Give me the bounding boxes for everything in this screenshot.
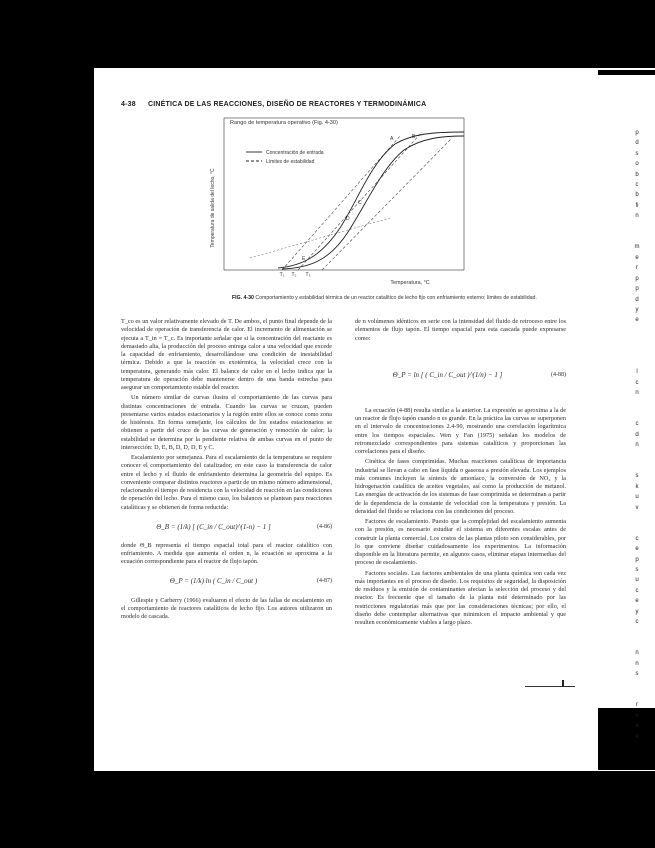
edge-letter xyxy=(631,232,643,242)
left-paragraph-4: donde Θ_B representa el tiempo espacial total para el reactor catalítico con enfriamiento. A medida que aumenta el orden n, la ecuación se aproxima a la ecuación correspondiente para el reactor de flujo tapón. xyxy=(121,541,332,566)
equation-4-86-body xyxy=(121,523,306,531)
left-paragraph-2: Un número similar de curvas ilustra el comportamiento de las curvas para distintas concentraciones de entrada. Cuando las curvas se cruzan, pueden presentarse varios estados estacionarios y la región entre ellos se conoce como zona de histéresis. En forma semejante, los cálculos de los estados estacionarios se obtienen a partir del cruce de las curvas de generación y remoción de calor; la estabilidad se determina por la pendiente relativa de ambas curvas en el punto de intersección: D, E, B, D, D, D, E y C. xyxy=(121,394,332,451)
stability-line-4 xyxy=(250,218,390,258)
edge-letter: s xyxy=(635,567,639,574)
edge-letter: c xyxy=(635,587,639,594)
edge-letter xyxy=(631,461,643,471)
edge-letter: u xyxy=(635,494,639,501)
equation-4-86 xyxy=(121,515,332,539)
edge-letter: u xyxy=(635,577,639,584)
edge-letter xyxy=(631,451,643,461)
edge-letter: p xyxy=(635,275,639,282)
equation-4-88 xyxy=(355,346,566,404)
page-number: 4-38 xyxy=(121,101,136,108)
edge-letter xyxy=(631,513,643,523)
running-head-title: CINÉTICA DE LAS REACCIONES, DISEÑO DE REACTORES Y TERMODINÁMICA xyxy=(147,101,427,108)
scan-notch-right xyxy=(598,70,655,75)
equation-4-88-body xyxy=(355,371,540,379)
edge-letter xyxy=(631,523,643,533)
edge-letter: fi xyxy=(635,202,639,209)
equation-4-88-lhs: Θ_P = xyxy=(392,370,412,379)
edge-letter: c xyxy=(635,182,639,189)
edge-letter xyxy=(631,409,643,419)
edge-letter: b xyxy=(635,171,639,178)
y-axis-label: Temperatura de salida del lecho, °C xyxy=(210,168,216,248)
edge-letter: p xyxy=(635,556,639,563)
right-paragraph-2: La ecuación (4-88) resulta similar a la anterior. La expresión se aproxima a la de un reactor de flujo tapón cuando n es grande. En la práctica las curvas se superponen en el intervalo de concentraciones 2.4-90, mostrando una correlación logarítmica entre los tiempos espaciales. Wen y Fan (1975) señalan los modelos de retromezclado correspondientes para sistemas catalíticos y proporcionan las correlaciones para el diseño. xyxy=(355,406,566,455)
edge-letter: e xyxy=(635,598,639,605)
left-paragraph-5: Gillespie y Carberry (1966) evaluaron el efecto de las fallas de escalamiento en el comportamiento de reactores catalíticos de lecho fijo. Los autores utilizaron un modelo de cascada. xyxy=(121,596,332,620)
left-column xyxy=(121,318,332,621)
plot-frame xyxy=(224,118,464,270)
scan-border-bottom xyxy=(0,771,655,848)
x-tick-t1: T₁ xyxy=(279,272,285,278)
equation-4-88-rhs: ln [ ( C_in / C_out )^(1/n) − 1 ] xyxy=(413,370,503,379)
edge-letter: e xyxy=(635,733,639,740)
scan-border-left xyxy=(0,0,94,848)
edge-letter: o xyxy=(635,161,639,168)
edge-letter: v xyxy=(635,712,639,719)
edge-letter: c xyxy=(635,535,639,542)
edge-letter: e xyxy=(635,546,639,553)
curve-label-a: A xyxy=(390,136,394,142)
edge-letter xyxy=(631,742,643,752)
right-edge-fragments xyxy=(631,128,643,752)
edge-letter: s xyxy=(635,473,639,480)
right-paragraph-3: Cinética de fases comprimidas. Muchas reacciones catalíticas de importancia industrial se llevan a cabo en fase líquida o gaseosa a presión elevada. Los ejemplos más comunes incluyen la síntesis de amoníaco, la conversión de NO₂ y la hidrogenación catalítica de aceites vegetales, así como la producción de metanol. Las energías de activación de los sistemas de fase comprimida se determinan a partir de la dependencia de la constante de velocidad con la temperatura y presión. La densidad del fluido se relaciona con las condiciones del proceso. xyxy=(355,458,566,515)
edge-letter xyxy=(631,326,643,336)
curve-label-e: E xyxy=(302,256,306,262)
edge-letter: d xyxy=(635,140,639,147)
edge-letter: s xyxy=(635,671,639,678)
caption-label: FIG. 4-30 xyxy=(232,295,254,301)
edge-letter xyxy=(631,357,643,367)
equation-4-87-number: (4-87) xyxy=(317,578,332,585)
scan-notch-right-lower xyxy=(598,708,655,770)
page-footer-mark xyxy=(562,680,564,687)
edge-letter: e xyxy=(635,317,639,324)
equation-4-87-rhs: (1/k) ln ( C_in / C_out ) xyxy=(190,577,258,586)
right-paragraph-5: Factores sociales. Las factores ambientales de una planta química son cada vez más importantes en el proceso de diseño. Los requisitos de seguridad, la disposición de residuos y la emisión de contaminantes afectan la selección del proceso y del reactor. Es frecuente que el tamaño de la planta esté determinado por las restricciones regulatorias más que por las consideraciones técnicas; por ello, el diseño debe contemplar alternativas que minimicen el impacto ambiental y que resulten económicamente viables a largo plazo. xyxy=(355,569,566,626)
figure-4-30 xyxy=(190,108,482,294)
figure-title: Rango de temperatura operativo (Fig. 4-30) xyxy=(230,120,338,126)
edge-letter: p xyxy=(635,130,639,136)
edge-letter xyxy=(631,628,643,638)
equation-4-87-lhs: Θ_P = xyxy=(169,577,189,586)
edge-letter: m xyxy=(634,244,640,251)
edge-letter: p xyxy=(635,286,639,293)
right-paragraph-1: de n volúmenes idénticos en serie con la intensidad del fluido de retroceso entre los elementos de flujo tapón. El tiempo espacial para esta cascada puede expresarse como: xyxy=(355,318,566,342)
edge-letter xyxy=(631,347,643,357)
edge-letter: e xyxy=(635,254,639,261)
edge-letter: c xyxy=(635,619,639,626)
edge-letter: c xyxy=(635,421,639,428)
edge-letter: c xyxy=(635,379,639,386)
edge-letter: y xyxy=(635,306,639,313)
edge-letter xyxy=(631,222,643,232)
scan-border-top xyxy=(0,0,655,68)
equation-4-86-lhs: Θ_B = xyxy=(156,522,176,531)
stability-line-3 xyxy=(322,138,452,270)
figure-caption xyxy=(232,295,557,302)
legend-label-solid: Concentración de entrada xyxy=(266,150,324,156)
edge-letter xyxy=(631,336,643,346)
edge-letter: n xyxy=(635,650,639,657)
curve-label-c: C xyxy=(358,200,362,206)
x-tick-t2: T₂ xyxy=(291,272,297,278)
edge-letter: b xyxy=(635,192,639,199)
x-axis-label: Temperatura, °C xyxy=(390,280,430,286)
legend-label-dashed: Límites de estabilidad xyxy=(266,159,315,165)
edge-letter: s xyxy=(635,150,639,157)
equation-4-87 xyxy=(121,570,332,594)
edge-letter xyxy=(631,399,643,409)
left-paragraph-1: T_co es un valor relativamente elevado de T. De ambos, el punto final depende de la velocidad de operación de transferencia de calor. El incremento de alimentación se ejecuta a T_in = T_c. Es importante señalar que si la concentración del reactante es demasiado alta, la producción del proceso entrega calor a una velocidad que excede la capacidad de enfriamiento, desarrollándose una condición de inestabilidad térmica. Debido a que la reacción es exotérmica, la velocidad crece con la temperatura, generando más calor. El balance de calor en el lecho indica que la temperatura de operación debe mantenerse dentro de una banda estrecha para asegurar un comportamiento estable del reactor. xyxy=(121,318,332,391)
edge-letter: y xyxy=(635,608,639,615)
edge-letter: r xyxy=(636,702,638,709)
x-tick-t3: T₃ xyxy=(305,272,311,278)
edge-letter xyxy=(631,638,643,648)
edge-letter: r xyxy=(636,265,638,272)
edge-letter: n xyxy=(635,213,639,220)
caption-text: Comportamiento y estabilidad térmica de un reactor catalítico de lecho fijo con enfriamiento externo; límites de estabilidad. xyxy=(255,295,537,301)
left-paragraph-3: Escalamiento por semejanza. Para el escalamiento de la temperatura se requiere conocer el comportamiento del catalizador; en este caso la transferencia de calor entre el lecho y el fluido de enfriamiento determina la geometría del equipo. Es conveniente comparar distintos reactores a partir de un mismo número adimensional, relacionando el tiempo de residencia con la velocidad de reacción en las condiciones de operación del lecho. Para el mismo caso, los balances se plantean para reacciones catalíticas y se obtienen de forma reducida: xyxy=(121,454,332,511)
edge-letter: d xyxy=(635,296,639,303)
edge-letter: n xyxy=(635,660,639,667)
equation-4-86-number: (4-86) xyxy=(317,523,332,530)
edge-letter xyxy=(631,680,643,690)
edge-letter: l xyxy=(636,369,638,376)
right-column xyxy=(355,318,566,627)
edge-letter: n xyxy=(635,442,639,449)
edge-letter: k xyxy=(635,483,639,490)
curve-label-b: B xyxy=(412,134,416,140)
edge-letter: d xyxy=(635,431,639,438)
equation-4-86-rhs: (1/k) [ (C_in / C_out)^(1-n) − 1 ] xyxy=(177,522,271,531)
edge-letter xyxy=(631,690,643,700)
curve-label-d: D xyxy=(346,216,350,222)
equation-4-88-number: (4-88) xyxy=(551,371,566,378)
edge-letter: v xyxy=(635,504,639,511)
equation-4-87-body xyxy=(121,577,306,585)
edge-letter: e xyxy=(635,723,639,730)
right-paragraph-4: Factores de escalamiento. Puesto que la complejidad del escalamiento aumenta con la presión, es necesario estudiar el sistema en diferentes escalas antes de construir la planta comercial. Los costos de las plantas piloto son considerables, por lo que conviene diseñar cuidadosamente los experimentos. La información disponible en la literatura permite, en algunos casos, eliminar etapas intermedias del proceso de escalamiento. xyxy=(355,518,566,567)
edge-letter: n xyxy=(635,390,639,397)
page-footer-rule xyxy=(525,686,575,687)
running-head xyxy=(121,101,426,108)
